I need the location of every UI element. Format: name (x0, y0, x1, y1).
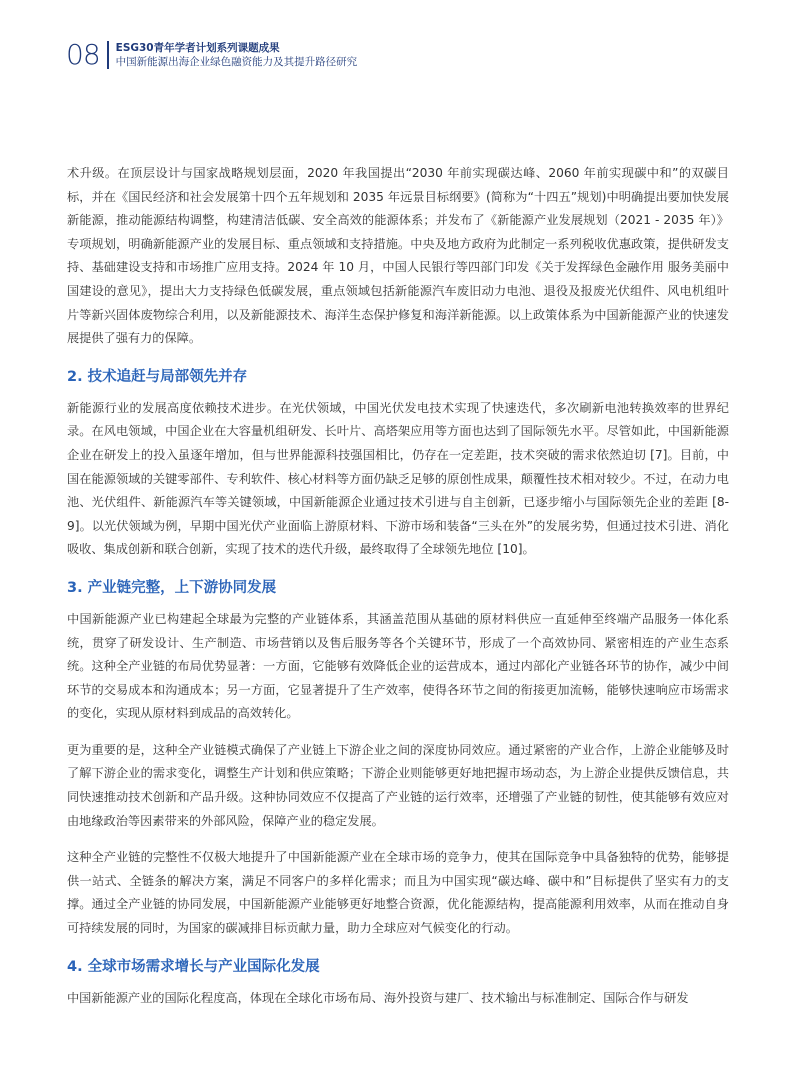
paragraph-technology: 新能源行业的发展高度依赖技术进步。在光伏领域，中国光伏发电技术实现了快速迭代，多次刷新电池转换效率的世界纪录。在风电领域，中国企业在大容量机组研发、长叶片、高塔架应用等方面也达到了国际领先水平。尽管如此，中国新能源企业在研发上的投入虽逐年增加，但与世界能源科技强国相比，仍存在一定差距，技术突破的需求依然迫切 [7]。目前，中国在能源领域的关键零部件、专利软件、核心材料等方面仍缺乏足够的原创性成果，颠覆性技术相对较少。不过，在动力电池、光伏组件、新能源汽车等关键领域，中国新能源企业通过技术引进与自主创新，已逐步缩小与国际领先企业的差距 [8-9]。以光伏领域为例，早期中国光伏产业面临上游原材料、下游市场和装备“三头在外”的发展劣势，但通过技术引进、消化吸收、集成创新和联合创新，实现了技术的迭代升级，最终取得了全球领先地位 [10]。 (67, 400, 729, 557)
page-number: 08 (66, 38, 100, 71)
page-header (66, 40, 357, 70)
section-heading-technology: 2. 技术追赶与局部领先并存 (67, 368, 248, 385)
header-divider (107, 41, 109, 69)
header-titles (116, 41, 358, 69)
paragraph-industry-chain-1: 中国新能源产业已构建起全球最为完整的产业链体系，其涵盖范围从基础的原材料供应一直延伸至终端产品服务一体化系统，贯穿了研发设计、生产制造、市场营销以及售后服务等各个关键环节，形成了一个高效协同、紧密相连的产业生态系统。这种全产业链的布局优势显著：一方面，它能够有效降低企业的运营成本，通过内部化产业链各环节的协作，减少中间环节的交易成本和沟通成本；另一方面，它显著提升了生产效率，使得各环节之间的衔接更加流畅，能够快速响应市场需求的变化，实现从原材料到成品的高效转化。 (67, 611, 729, 721)
section-heading-global-market: 4. 全球市场需求增长与产业国际化发展 (67, 958, 320, 975)
paragraph-global-market: 中国新能源产业的国际化程度高，体现在全球化市场布局、海外投资与建厂、技术输出与标准制定、国际合作与研发 (67, 990, 689, 1005)
paragraph-policy: 术升级。在顶层设计与国家战略规划层面，2020 年我国提出“2030 年前实现碳达峰、2060 年前实现碳中和”的双碳目标，并在《国民经济和社会发展第十四个五年规划和 2035 年远景目标纲要》(简称为“十四五”规划)中明确提出要加快发展新能源，推动能源结构调整，构建清洁低碳、安全高效的能源体系；并发布了《新能源产业发展规划（2021 - 2035 年）》专项规划，明确新能源产业的发展目标、重点领域和支持措施。中央及地方政府为此制定一系列税收优惠政策，提供研发支持、基础建设支持和市场推广应用支持。2024 年 10 月，中国人民银行等四部门印发《关于发挥绿色金融作用 服务美丽中国建设的意见》，提出大力支持绿色低碳发展，重点领域包括新能源汽车废旧动力电池、退役及报废光伏组件、风电机组叶片等新兴固体废物综合利用，以及新能源技术、海洋生态保护修复和海洋新能源。以上政策体系为中国新能源产业的快速发展提供了强有力的保障。 (67, 166, 729, 346)
paragraph-industry-chain-2: 更为重要的是，这种全产业链模式确保了产业链上下游企业之间的深度协同效应。通过紧密的产业合作，上游企业能够及时了解下游企业的需求变化，调整生产计划和供应策略；下游企业则能够更好地把握市场动态，为上游企业提供反馈信息，共同快速推动技术创新和产品升级。这种协同效应不仅提高了产业链的运行效率，还增强了产业链的韧性，使其能够有效应对由地缘政治等因素带来的外部风险，保障产业的稳定发展。 (67, 742, 729, 828)
paragraph-industry-chain-3: 这种全产业链的完整性不仅极大地提升了中国新能源产业在全球市场的竞争力，使其在国际竞争中具备独特的优势，能够提供一站式、全链条的解决方案，满足不同客户的多样化需求；而且为中国实现“碳达峰、碳中和”目标提供了坚实有力的支撑。通过全产业链的协同发展，中国新能源产业能够更好地整合资源，优化能源结构，提高能源利用效率，从而在推动自身可持续发展的同时，为国家的碳减排目标贡献力量，助力全球应对气候变化的行动。 (67, 850, 729, 936)
document-body (67, 162, 729, 1010)
section-heading-industry-chain: 3. 产业链完整，上下游协同发展 (67, 579, 277, 596)
report-title: 中国新能源出海企业绿色融资能力及其提升路径研究 (115, 56, 358, 68)
series-title: ESG30青年学者计划系列课题成果 (115, 42, 280, 54)
